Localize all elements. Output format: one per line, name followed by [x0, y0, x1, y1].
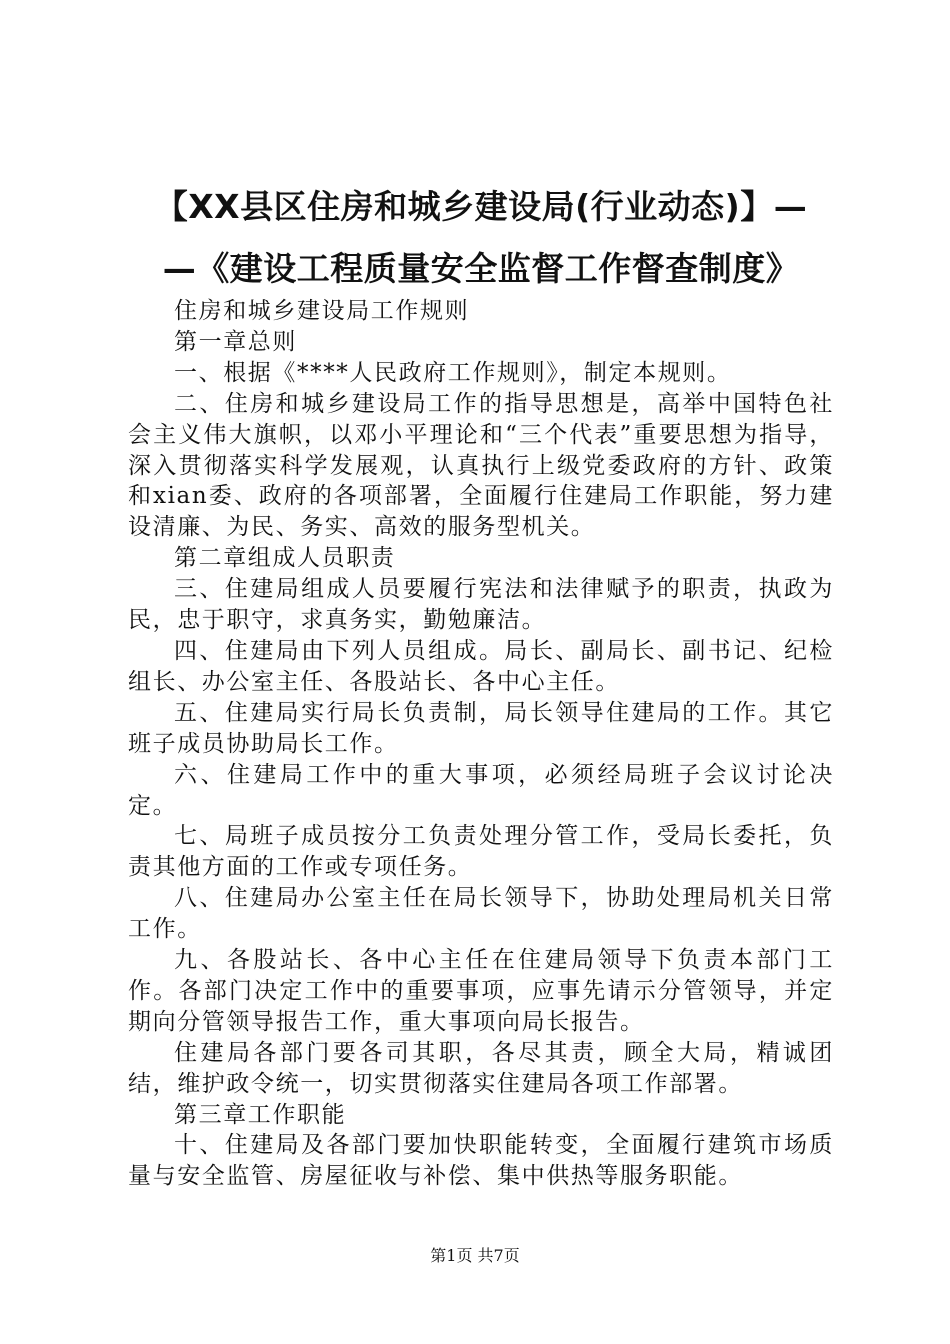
paragraph: 七、局班子成员按分工负责处理分管工作，受局长委托，负责其他方面的工作或专项任务。: [128, 823, 834, 881]
page-number: 第1页 共7页: [430, 1246, 520, 1265]
paragraph: 二、住房和城乡建设局工作的指导思想是，高举中国特色社会主义伟大旗帜，以邓小平理论和“三个代表”重要思想为指导，深入贯彻落实科学发展观，认真执行上级党委政府的方针、政策和xian委、政府的各项部署，全面履行住建局工作职能，努力建设清廉、为民、务实、高效的服务型机关。: [128, 390, 834, 541]
document-title: [128, 176, 834, 300]
title-line-2: —《建设工程质量安全监督工作督查制度》: [162, 249, 800, 288]
paragraph: 六、住建局工作中的重大事项，必须经局班子会议讨论决定。: [128, 761, 834, 819]
title-line-1: 【XX县区住房和城乡建设局(行业动态)】—: [154, 187, 808, 226]
paragraph: 一、根据《****人民政府工作规则》，制定本规则。: [174, 359, 732, 386]
paragraph: 四、住建局由下列人员组成。局长、副局长、副书记、纪检组长、办公室主任、各股站长、各中心主任。: [128, 637, 834, 695]
paragraph: 五、住建局实行局长负责制，局长领导住建局的工作。其它班子成员协助局长工作。: [128, 699, 834, 757]
document-body: [128, 296, 834, 1192]
paragraph: 住房和城乡建设局工作规则: [174, 298, 470, 324]
chapter-heading: 第一章总则: [174, 328, 297, 355]
chapter-heading: 第二章组成人员职责: [174, 545, 396, 572]
paragraph: 三、住建局组成人员要履行宪法和法律赋予的职责，执政为民，忠于职守，求真务实，勤勉廉洁。: [128, 576, 834, 634]
paragraph: 八、住建局办公室主任在局长领导下，协助处理局机关日常工作。: [128, 885, 834, 943]
paragraph: 十、住建局及各部门要加快职能转变，全面履行建筑市场质量与安全监管、房屋征收与补偿、集中供热等服务职能。: [128, 1132, 834, 1190]
paragraph: 住建局各部门要各司其职，各尽其责，顾全大局，精诚团结，维护政令统一，切实贯彻落实住建局各项工作部署。: [128, 1039, 834, 1097]
chapter-heading: 第三章工作职能: [174, 1101, 347, 1128]
paragraph: 九、各股站长、各中心主任在住建局领导下负责本部门工作。各部门决定工作中的重要事项，应事先请示分管领导，并定期向分管领导报告工作，重大事项向局长报告。: [128, 947, 834, 1035]
